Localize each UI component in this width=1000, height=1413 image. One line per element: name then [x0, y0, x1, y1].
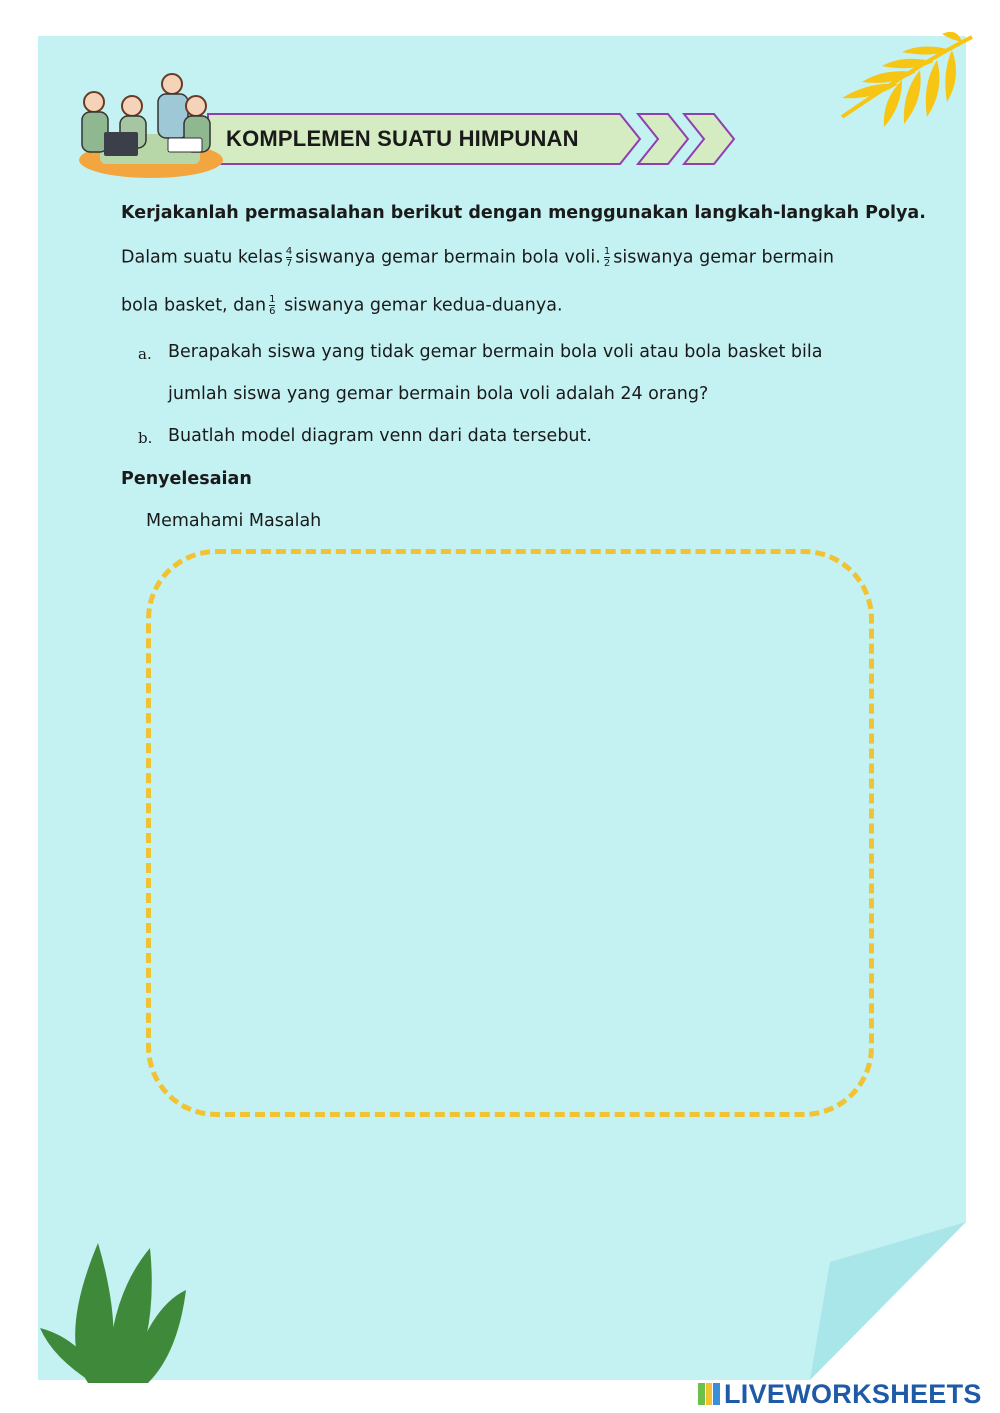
- problem-text: bola basket, dan: [121, 295, 267, 316]
- plant-decoration: [38, 1238, 198, 1383]
- page-title: KOMPLEMEN SUATU HIMPUNAN: [226, 126, 579, 151]
- fraction-four-sevenths: $\frac{4}{7}$: [285, 246, 293, 269]
- solution-step: Memahami Masalah: [146, 511, 322, 531]
- solution-heading: Penyelesaian: [121, 469, 252, 489]
- question-marker: a.: [138, 345, 152, 363]
- problem-line-2: [121, 294, 563, 317]
- page-curl: [810, 1222, 966, 1380]
- instruction-text: Kerjakanlah permasalahan berikut dengan menggunakan langkah-langkah Polya.: [121, 203, 926, 223]
- answer-area[interactable]: [146, 549, 874, 1117]
- problem-text: siswanya gemar bermain: [613, 247, 834, 268]
- liveworksheets-logo: [698, 1380, 982, 1408]
- fraction-one-half: $\frac{1}{2}$: [603, 246, 611, 269]
- brand-name: LIVEWORKSHEETS: [724, 1378, 982, 1409]
- question-b-line-1: Buatlah model diagram venn dari data tersebut.: [168, 426, 592, 446]
- palm-leaf-decoration: [812, 32, 982, 132]
- question-a-line-1: Berapakah siswa yang tidak gemar bermain bola voli atau bola basket bila: [168, 342, 823, 362]
- liveworksheets-icon: [698, 1383, 720, 1405]
- fraction-one-sixth: $\frac{1}{6}$: [269, 294, 276, 317]
- question-marker: b.: [138, 429, 153, 447]
- problem-text: siswanya gemar kedua-duanya.: [284, 295, 563, 316]
- problem-text: Dalam suatu kelas: [121, 247, 283, 268]
- question-a-line-2: jumlah siswa yang gemar bermain bola voli adalah 24 orang?: [168, 384, 709, 404]
- problem-line-1: [121, 246, 834, 269]
- students-illustration-icon: [79, 74, 223, 178]
- problem-text: siswanya gemar bermain bola voli.: [295, 247, 601, 268]
